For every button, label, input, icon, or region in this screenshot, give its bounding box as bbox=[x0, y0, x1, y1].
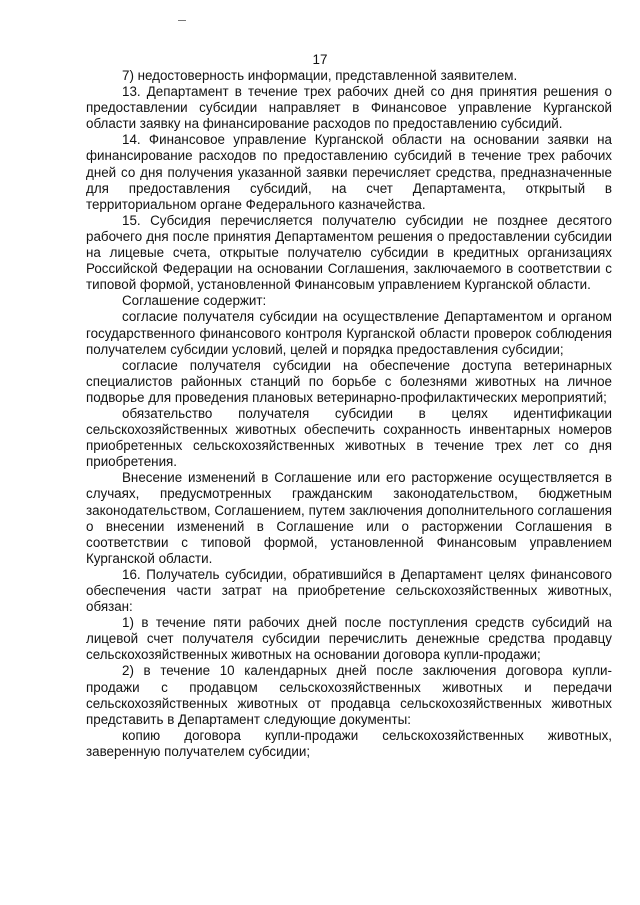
scan-mark bbox=[178, 20, 186, 21]
paragraph: 14. Финансовое управление Курганской области на основании заявки на финансирование расходов по предоставлению субсидий в течение трех рабочих дней со дня получения указанной заявки перечисляет средства, предназначенные для предоставления субсидий, на счет Департамента, открытый в территориальном органе Федерального казначейства. bbox=[86, 132, 612, 212]
paragraph-text: копию договора купли-продажи сельскохозяйственных животных, bbox=[122, 727, 612, 743]
paragraph: 15. Субсидия перечисляется получателю субсидии не позднее десятого рабочего дня после принятия Департаментом решения о предоставлении субсидии на лицевые счета, открытые получателю субсидии в кредитных организациях Российской Федерации на основании Соглашения, заключаемого в соответствии с типовой формой, установленной Финансовым управлением Курганской области. bbox=[86, 212, 612, 293]
paragraph: 7) недостоверность информации, представленной заявителем. bbox=[122, 68, 518, 83]
document-body bbox=[86, 68, 612, 760]
paragraph bbox=[86, 728, 612, 760]
paragraph: согласие получателя субсидии на осуществление Департаментом и органом государственного финансового контроля Курганской области проверок соблюдения получателем субсидии условий, целей и порядка предоставления субсидии; bbox=[86, 309, 612, 357]
paragraph: Внесение изменений в Соглашение или его расторжение осуществляется в случаях, предусмотренных гражданским законодательством, бюджетным законодательством, Соглашением, путем заключения дополнительного соглашения о внесении изменений в Соглашение или о расторжении Соглашения в соответствии с типовой формой, установленной Финансовым управлением Курганской области. bbox=[86, 470, 612, 566]
paragraph: 13. Департамент в течение трех рабочих дней со дня принятия решения о предоставлении субсидии направляет в Финансовое управление Курганской области заявку на финансирование расходов по предоставлению субсидий. bbox=[86, 84, 612, 132]
paragraph: обязательство получателя субсидии в целях идентификации сельскохозяйственных животных обеспечить сохранность инвентарных номеров приобретенных сельскохозяйственных животных в течение трех лет со дня приобретения. bbox=[86, 405, 612, 470]
paragraph-last-line: заверенную получателем субсидии; bbox=[86, 743, 311, 759]
paragraph: Соглашение содержит: bbox=[122, 293, 267, 309]
paragraph: 16. Получатель субсидии, обратившийся в Департамент целях финансового обеспечения части затрат на приобретение сельскохозяйственных животных, обязан: bbox=[86, 566, 612, 615]
paragraph: 2) в течение 10 календарных дней после заключения договора купли-продажи с продавцом сельскохозяйственных животных и передачи сельскохозяйственных животных от продавца сельскохозяйственных животных представить в Департамент следующие документы: bbox=[86, 663, 612, 727]
page-number: 17 bbox=[312, 52, 328, 67]
paragraph: согласие получателя субсидии на обеспечение доступа ветеринарных специалистов районных станций по борьбе с болезнями животных на личное подворье для проведения плановых ветеринарно-профилактических мероприятий; bbox=[86, 357, 612, 405]
paragraph: 1) в течение пяти рабочих дней после поступления средств субсидий на лицевой счет получателя субсидии перечислить денежные средства продавцу сельскохозяйственных животных на основании договора купли-продажи; bbox=[86, 615, 612, 663]
